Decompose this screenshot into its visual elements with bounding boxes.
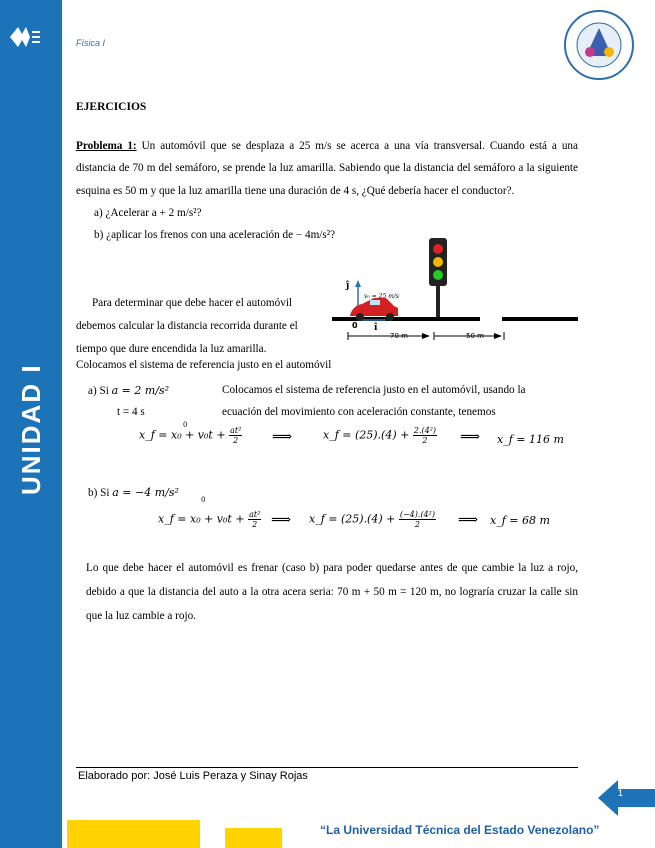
case-a-substitution: x_f = (25).(4) + $\frac{\text{2.(4²)}}{2}$ bbox=[323, 426, 437, 445]
implies-arrow-icon: ⟹ bbox=[458, 512, 479, 528]
case-a-result: x_f = 116 m bbox=[497, 433, 564, 446]
case-b-equation: x_f = x₀ + v₀t + $\frac{\text{at²}}{2}$ bbox=[158, 510, 261, 529]
implies-arrow-icon: ⟹ bbox=[272, 429, 293, 445]
distance-1: 70 m bbox=[390, 332, 408, 340]
institution-logo-icon bbox=[8, 22, 54, 52]
footer-slogan: “La Universidad Técnica del Estado Venezolano” bbox=[320, 823, 600, 837]
conclusion-paragraph: Lo que debe hacer el automóvil es frenar (caso b) para poder quedarse antes de que cambie la luz a rojo, debido a que la distancia del auto a la otra acera seria: 70 m + 50 m = 120 m, no lograría cruzar la calle sin que la luz cambie a rojo. bbox=[86, 562, 578, 622]
case-b-result: x_f = 68 m bbox=[490, 514, 550, 527]
page-arrow-icon bbox=[598, 780, 655, 816]
j-unit-label: ĵ bbox=[346, 281, 350, 291]
traffic-diagram bbox=[318, 236, 580, 342]
problem-text: Un automóvil que se desplaza a 25 m/s se acerca a una vía transversal. Cuando está a una distancia de 70 m del semáforo, se prende la luz amarilla. Sabiendo que la distancia del semáforo a la siguiente esquina es 50 m y que la luz amarilla tiene una duración de 4 s, ¿Qué debería hacer el conductor?. bbox=[76, 139, 578, 197]
case-b-substitution: x_f = (25).(4) + $\frac{\text{(−4).(4²)}}{2}$ bbox=[309, 510, 435, 529]
case-a-text2: ecuación del movimiento con aceleración constante, tenemos bbox=[222, 406, 496, 418]
case-a-zero: 0 bbox=[183, 421, 188, 429]
case-a-accel: a = 2 m/s² bbox=[111, 384, 170, 397]
option-a: a) ¿Acelerar a + 2 m/s²? bbox=[94, 207, 202, 219]
case-a-equation: x_f = x₀ + v₀t + $\frac{\text{at²}}{2}$ bbox=[139, 426, 242, 445]
footer-bar-left bbox=[67, 820, 200, 848]
unit-label bbox=[8, 350, 54, 500]
implies-arrow-icon: ⟹ bbox=[271, 512, 292, 528]
intro-paragraph: Para determinar que debe hacer el automóvil debemos calcular la distancia recorrida durante el tiempo que dure encendida la luz amarilla. bbox=[76, 297, 298, 355]
footer-bar-mid bbox=[225, 828, 282, 848]
velocity-label: v₀ = 25 m/s bbox=[364, 293, 399, 300]
case-b-zero: 0 bbox=[201, 496, 206, 504]
case-a-time: t = 4 s bbox=[117, 406, 145, 418]
case-a-label: a) Si a = 2 m/s² bbox=[88, 384, 170, 397]
origin-label: 0 bbox=[352, 321, 358, 330]
case-b-label: b) Si a = −4 m/s² bbox=[88, 486, 179, 499]
page-number: 1 bbox=[618, 788, 624, 798]
i-unit-label: î bbox=[374, 323, 378, 333]
option-b: b) ¿aplicar los frenos con una aceleración de − 4m/s²? bbox=[94, 229, 336, 241]
footer-authors: Elaborado por: José Luis Peraza y Sinay Rojas bbox=[78, 770, 308, 782]
section-title: EJERCICIOS bbox=[76, 101, 147, 113]
svg-text:UNIDAD I: UNIDAD I bbox=[16, 363, 46, 495]
intro-reference: Colocamos el sistema de referencia justo en el automóvil bbox=[76, 359, 332, 371]
problem-label: Problema 1: bbox=[76, 139, 137, 152]
main-content bbox=[76, 96, 578, 246]
implies-arrow-icon: ⟹ bbox=[460, 429, 481, 445]
case-b-accel: a = −4 m/s² bbox=[112, 486, 179, 499]
case-a-text: Colocamos el sistema de referencia justo en el automóvil, usando la bbox=[222, 384, 526, 396]
distance-2: 50 m bbox=[466, 332, 484, 340]
road-right bbox=[502, 317, 578, 321]
department-seal-icon bbox=[562, 8, 636, 82]
course-title: Física I bbox=[76, 38, 106, 48]
problem-statement bbox=[76, 135, 578, 203]
footer-divider bbox=[76, 767, 578, 768]
sidebar bbox=[0, 0, 62, 848]
